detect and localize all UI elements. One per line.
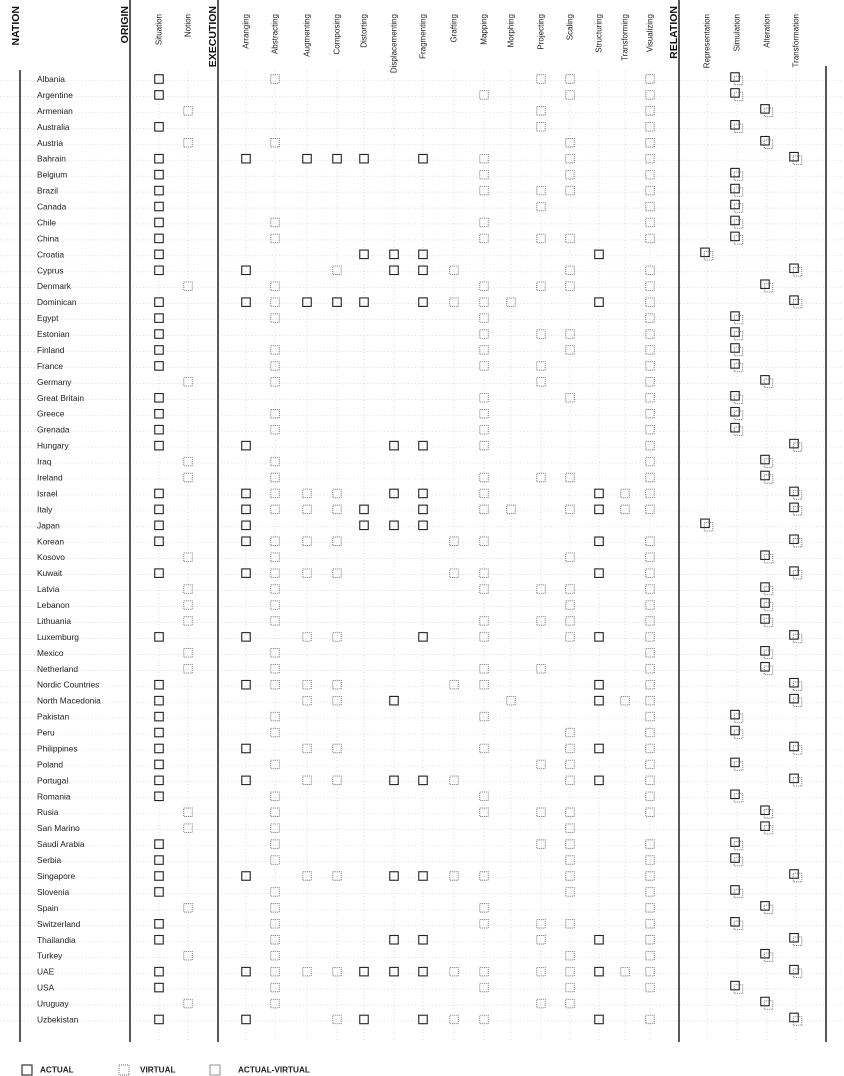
row-label-finland: Finland bbox=[37, 344, 65, 355]
row-label-japan: Japan bbox=[37, 520, 60, 531]
marker-korean-visualizing bbox=[646, 537, 655, 546]
marker-north-macedonia-visualizing bbox=[646, 696, 655, 705]
marker-slovenia-simulation bbox=[731, 886, 743, 898]
marker-north-macedonia-structuring bbox=[595, 696, 604, 705]
marker-grenada-mapping bbox=[480, 425, 489, 434]
marker-thailandia-displacementing bbox=[390, 936, 399, 945]
legend-label-actual-virtual: ACTUAL-VIRTUAL bbox=[238, 1065, 310, 1075]
marker-peru-situation bbox=[155, 728, 164, 737]
marker-romania-situation bbox=[155, 792, 164, 801]
group-label-execution: EXECUTION bbox=[207, 6, 219, 68]
marker-uruguay-scaling bbox=[566, 999, 575, 1008]
row-label-switzerland: Switzerland bbox=[37, 918, 81, 929]
marker-albania-projecting bbox=[537, 75, 546, 84]
marker-israel-fragmenting bbox=[419, 489, 428, 498]
row-label-spain: Spain bbox=[37, 902, 59, 913]
marker-israel-arranging bbox=[242, 489, 251, 498]
marker-belgium-scaling bbox=[566, 170, 575, 179]
marker-philippines-arranging bbox=[242, 744, 251, 753]
marker-albania-situation bbox=[155, 75, 164, 84]
marker-albania-visualizing bbox=[646, 75, 655, 84]
row-label-portugal: Portugal bbox=[37, 775, 69, 786]
row-label-san-marino: San Marino bbox=[37, 823, 80, 834]
marker-australia-simulation bbox=[731, 121, 743, 133]
row-label-china: China bbox=[37, 233, 59, 244]
row-label-peru: Peru bbox=[37, 727, 55, 738]
row-label-slovenia: Slovenia bbox=[37, 886, 70, 897]
row-label-chile: Chile bbox=[37, 217, 57, 228]
column-label-projecting: Projecting bbox=[536, 14, 546, 50]
row-label-netherland: Netherland bbox=[37, 663, 78, 674]
column-label-morphing: Morphing bbox=[506, 14, 516, 48]
row-label-pakistan: Pakistan bbox=[37, 711, 70, 722]
marker-romania-abstracting bbox=[271, 792, 280, 801]
row-label-croatia: Croatia bbox=[37, 249, 64, 260]
row-label-uae: UAE bbox=[37, 966, 55, 977]
row-label-lebanon: Lebanon bbox=[37, 600, 70, 611]
row-label-lithuania: Lithuania bbox=[37, 615, 71, 626]
marker-germany-notion bbox=[184, 378, 193, 387]
marker-saudi-arabia-visualizing bbox=[646, 840, 655, 849]
marker-korean-grafting bbox=[450, 537, 459, 546]
legend-label-actual: ACTUAL bbox=[40, 1065, 74, 1075]
cell-markers bbox=[155, 73, 802, 1025]
marker-north-macedonia-situation bbox=[155, 696, 164, 705]
marker-nordic-countries-situation bbox=[155, 680, 164, 689]
legend-item-virtual bbox=[119, 1065, 175, 1075]
column-label-structuring: Structuring bbox=[594, 14, 604, 53]
marker-chile-abstracting bbox=[271, 218, 280, 227]
marker-belgium-situation bbox=[155, 170, 164, 179]
marker-korean-structuring bbox=[595, 537, 604, 546]
marker-israel-transforming bbox=[621, 489, 630, 498]
marker-luxemburg-transformation bbox=[790, 631, 802, 643]
marker-denmark-notion bbox=[184, 282, 193, 291]
marker-thailandia-situation bbox=[155, 936, 164, 945]
marker-turkey-notion bbox=[184, 951, 193, 960]
marker-ireland-mapping bbox=[480, 473, 489, 482]
marker-slovenia-visualizing bbox=[646, 888, 655, 897]
column-label-situation: Situation bbox=[154, 14, 164, 46]
row-label-rusia: Rusia bbox=[37, 807, 59, 818]
legend-item-actual bbox=[22, 1065, 74, 1075]
marker-latvia-notion bbox=[184, 585, 193, 594]
column-label-notion: Notion bbox=[183, 14, 193, 38]
marker-albania-abstracting bbox=[271, 75, 280, 84]
row-label-australia: Australia bbox=[37, 121, 70, 132]
marker-peru-scaling bbox=[566, 728, 575, 737]
marker-philippines-scaling bbox=[566, 744, 575, 753]
marker-estonian-projecting bbox=[537, 330, 546, 339]
marker-israel-mapping bbox=[480, 489, 489, 498]
marker-denmark-projecting bbox=[537, 282, 546, 291]
column-label-visualizing: Visualizing bbox=[645, 14, 655, 53]
row-label-canada: Canada bbox=[37, 201, 67, 212]
marker-korean-abstracting bbox=[271, 537, 280, 546]
marker-romania-mapping bbox=[480, 792, 489, 801]
row-label-estonian: Estonian bbox=[37, 329, 70, 340]
marker-australia-situation bbox=[155, 123, 164, 132]
column-label-mapping: Mapping bbox=[479, 14, 489, 45]
marker-luxemburg-scaling bbox=[566, 633, 575, 642]
marker-china-scaling bbox=[566, 234, 575, 243]
marker-australia-visualizing bbox=[646, 123, 655, 132]
row-label-north-macedonia: North Macedonia bbox=[37, 695, 101, 706]
marker-north-macedonia-displacementing bbox=[390, 696, 399, 705]
row-label-argentine: Argentine bbox=[37, 89, 73, 100]
row-label-belgium: Belgium bbox=[37, 169, 68, 180]
marker-slovenia-abstracting bbox=[271, 888, 280, 897]
marker-thailandia-structuring bbox=[595, 936, 604, 945]
row-label-great-britain: Great Britain bbox=[37, 392, 85, 403]
marker-north-macedonia-composing bbox=[333, 696, 342, 705]
column-label-alteration: Alteration bbox=[762, 14, 772, 48]
marker-ireland-notion bbox=[184, 473, 193, 482]
row-label-latvia: Latvia bbox=[37, 584, 60, 595]
row-label-saudi-arabia: Saudi Arabia bbox=[37, 839, 85, 850]
group-label-relation: RELATION bbox=[668, 6, 680, 59]
marker-china-mapping bbox=[480, 234, 489, 243]
marker-thailandia-fragmenting bbox=[419, 936, 428, 945]
marker-chile-visualizing bbox=[646, 218, 655, 227]
row-label-cyprus: Cyprus bbox=[37, 265, 64, 276]
marker-philippines-situation bbox=[155, 744, 164, 753]
marker-uruguay-notion bbox=[184, 999, 193, 1008]
marker-israel-composing bbox=[333, 489, 342, 498]
marker-chile-situation bbox=[155, 218, 164, 227]
marker-grenada-simulation bbox=[731, 423, 743, 435]
marker-uruguay-abstracting bbox=[271, 999, 280, 1008]
row-labels bbox=[37, 74, 101, 1024]
marker-korean-composing bbox=[333, 537, 342, 546]
marker-israel-displacementing bbox=[390, 489, 399, 498]
row-label-mexico: Mexico bbox=[37, 647, 64, 658]
marker-nordic-countries-grafting bbox=[450, 680, 459, 689]
row-label-ireland: Ireland bbox=[37, 472, 63, 483]
marker-luxemburg-arranging bbox=[242, 633, 251, 642]
marker-china-visualizing bbox=[646, 234, 655, 243]
marker-nordic-countries-abstracting bbox=[271, 680, 280, 689]
legend-label-virtual: VIRTUAL bbox=[140, 1065, 176, 1075]
column-label-scaling: Scaling bbox=[565, 14, 575, 41]
row-label-iraq: Iraq bbox=[37, 456, 52, 467]
marker-israel-visualizing bbox=[646, 489, 655, 498]
column-label-composing: Composing bbox=[332, 14, 342, 55]
row-label-uruguay: Uruguay bbox=[37, 998, 69, 1009]
row-label-luxemburg: Luxemburg bbox=[37, 631, 79, 642]
marker-nordic-countries-arranging bbox=[242, 680, 251, 689]
marker-romania-visualizing bbox=[646, 792, 655, 801]
row-label-brazil: Brazil bbox=[37, 185, 58, 196]
marker-thailandia-projecting bbox=[537, 936, 546, 945]
marker-thailandia-transformation bbox=[790, 934, 802, 946]
row-label-egypt: Egypt bbox=[37, 313, 59, 324]
marker-slovenia-scaling bbox=[566, 888, 575, 897]
marker-luxemburg-situation bbox=[155, 633, 164, 642]
column-label-transformation: Transformation bbox=[791, 14, 801, 68]
column-label-arranging: Arranging bbox=[241, 14, 251, 49]
marker-luxemburg-visualizing bbox=[646, 633, 655, 642]
row-label-kuwait: Kuwait bbox=[37, 568, 63, 579]
legend-swatch-virtual bbox=[119, 1065, 129, 1075]
marker-saudi-arabia-abstracting bbox=[271, 840, 280, 849]
row-label-usa: USA bbox=[37, 982, 55, 993]
marker-turkey-visualizing bbox=[646, 951, 655, 960]
marker-nordic-countries-mapping bbox=[480, 680, 489, 689]
marker-peru-abstracting bbox=[271, 728, 280, 737]
marker-latvia-abstracting bbox=[271, 585, 280, 594]
row-label-romania: Romania bbox=[37, 791, 71, 802]
marker-grenada-abstracting bbox=[271, 425, 280, 434]
row-label-italy: Italy bbox=[37, 504, 53, 515]
marker-albania-scaling bbox=[566, 75, 575, 84]
legend-swatch-actual-virtual bbox=[210, 1065, 220, 1075]
marker-denmark-visualizing bbox=[646, 282, 655, 291]
marker-germany-alteration bbox=[761, 376, 773, 388]
marker-latvia-visualizing bbox=[646, 585, 655, 594]
row-label-germany: Germany bbox=[37, 376, 72, 387]
grid-lines bbox=[0, 70, 842, 1042]
marker-latvia-projecting bbox=[537, 585, 546, 594]
marker-germany-projecting bbox=[537, 378, 546, 387]
marker-israel-augmenting bbox=[303, 489, 312, 498]
row-label-grenada: Grenada bbox=[37, 424, 70, 435]
marker-denmark-mapping bbox=[480, 282, 489, 291]
marker-nordic-countries-visualizing bbox=[646, 680, 655, 689]
marker-israel-structuring bbox=[595, 489, 604, 498]
marker-korean-mapping bbox=[480, 537, 489, 546]
group-label-origin: ORIGIN bbox=[119, 6, 131, 44]
marker-philippines-mapping bbox=[480, 744, 489, 753]
legend-swatch-actual bbox=[22, 1065, 32, 1075]
marker-latvia-mapping bbox=[480, 585, 489, 594]
column-headers bbox=[10, 6, 801, 73]
marker-thailandia-abstracting bbox=[271, 936, 280, 945]
row-label-singapore: Singapore bbox=[37, 871, 76, 881]
column-label-transforming: Transforming bbox=[620, 14, 630, 61]
marker-ireland-scaling bbox=[566, 473, 575, 482]
marker-luxemburg-structuring bbox=[595, 633, 604, 642]
marker-china-situation bbox=[155, 234, 164, 243]
row-label-greece: Greece bbox=[37, 408, 65, 419]
marker-china-projecting bbox=[537, 234, 546, 243]
marker-korean-arranging bbox=[242, 537, 251, 546]
marker-turkey-abstracting bbox=[271, 951, 280, 960]
row-label-dominican: Dominican bbox=[37, 297, 77, 308]
marker-north-macedonia-morphing bbox=[507, 696, 516, 705]
marker-ireland-visualizing bbox=[646, 473, 655, 482]
legend bbox=[22, 1065, 310, 1075]
marker-saudi-arabia-scaling bbox=[566, 840, 575, 849]
row-label-nordic-countries: Nordic Countries bbox=[37, 679, 100, 690]
marker-luxemburg-fragmenting bbox=[419, 633, 428, 642]
column-label-displacementing: Displacementing bbox=[389, 14, 399, 74]
row-label-austria: Austria bbox=[37, 137, 64, 148]
marker-philippines-composing bbox=[333, 744, 342, 753]
marker-grenada-situation bbox=[155, 425, 164, 434]
column-label-fragmenting: Fragmenting bbox=[418, 14, 428, 59]
row-label-thailandia: Thailandia bbox=[37, 934, 76, 945]
marker-estonian-mapping bbox=[480, 330, 489, 339]
marker-belgium-mapping bbox=[480, 170, 489, 179]
marker-belgium-simulation bbox=[731, 168, 743, 180]
column-label-grafting: Grafting bbox=[449, 14, 459, 43]
marker-latvia-scaling bbox=[566, 585, 575, 594]
row-label-kosovo: Kosovo bbox=[37, 552, 65, 563]
marker-denmark-abstracting bbox=[271, 282, 280, 291]
marker-latvia-alteration bbox=[761, 583, 773, 595]
row-label-albania: Albania bbox=[37, 74, 65, 84]
marker-grenada-visualizing bbox=[646, 425, 655, 434]
marker-korean-augmenting bbox=[303, 537, 312, 546]
marker-belgium-visualizing bbox=[646, 170, 655, 179]
marker-ireland-abstracting bbox=[271, 473, 280, 482]
marker-ireland-projecting bbox=[537, 473, 546, 482]
marker-estonian-scaling bbox=[566, 330, 575, 339]
marker-turkey-scaling bbox=[566, 951, 575, 960]
marker-saudi-arabia-situation bbox=[155, 840, 164, 849]
marker-nordic-countries-transformation bbox=[790, 678, 802, 690]
marker-saudi-arabia-projecting bbox=[537, 840, 546, 849]
row-label-hungary: Hungary bbox=[37, 440, 69, 451]
marker-philippines-structuring bbox=[595, 744, 604, 753]
column-label-distorting: Distorting bbox=[359, 14, 369, 48]
row-label-france: France bbox=[37, 360, 64, 371]
marker-korean-situation bbox=[155, 537, 164, 546]
marker-germany-visualizing bbox=[646, 378, 655, 387]
marker-china-abstracting bbox=[271, 234, 280, 243]
row-label-korean: Korean bbox=[37, 536, 65, 547]
column-label-augmenting: Augmenting bbox=[302, 14, 312, 57]
row-label-uzbekistan: Uzbekistan bbox=[37, 1014, 79, 1025]
row-label-armenian: Armenian bbox=[37, 105, 73, 116]
marker-estonian-situation bbox=[155, 330, 164, 339]
marker-denmark-scaling bbox=[566, 282, 575, 291]
marker-saudi-arabia-simulation bbox=[731, 838, 743, 850]
marker-australia-projecting bbox=[537, 123, 546, 132]
marker-nordic-countries-augmenting bbox=[303, 680, 312, 689]
row-label-poland: Poland bbox=[37, 759, 64, 770]
marker-slovenia-situation bbox=[155, 888, 164, 897]
marker-estonian-visualizing bbox=[646, 330, 655, 339]
column-label-simulation: Simulation bbox=[732, 14, 742, 52]
marker-philippines-visualizing bbox=[646, 744, 655, 753]
row-label-israel: Israel bbox=[37, 488, 58, 499]
marker-luxemburg-composing bbox=[333, 633, 342, 642]
column-label-abstracting: Abstracting bbox=[270, 14, 280, 55]
marker-philippines-augmenting bbox=[303, 744, 312, 753]
marker-luxemburg-mapping bbox=[480, 633, 489, 642]
legend-item-actual-virtual bbox=[210, 1065, 310, 1075]
row-label-denmark: Denmark bbox=[37, 281, 71, 292]
row-label-bahrain: Bahrain bbox=[37, 153, 66, 164]
column-label-representation: Representation bbox=[702, 14, 712, 69]
marker-israel-situation bbox=[155, 489, 164, 498]
marker-chile-mapping bbox=[480, 218, 489, 227]
marker-nordic-countries-composing bbox=[333, 680, 342, 689]
marker-north-macedonia-transforming bbox=[621, 696, 630, 705]
marker-germany-abstracting bbox=[271, 378, 280, 387]
marker-uruguay-projecting bbox=[537, 999, 546, 1008]
marker-thailandia-visualizing bbox=[646, 936, 655, 945]
row-label-serbia: Serbia bbox=[37, 855, 62, 866]
row-label-turkey: Turkey bbox=[37, 950, 63, 961]
marker-peru-visualizing bbox=[646, 728, 655, 737]
group-label-nation: NATION bbox=[10, 6, 22, 46]
marker-nordic-countries-structuring bbox=[595, 680, 604, 689]
marker-israel-abstracting bbox=[271, 489, 280, 498]
row-label-philippines: Philippines bbox=[37, 743, 78, 754]
marker-north-macedonia-augmenting bbox=[303, 696, 312, 705]
marker-luxemburg-augmenting bbox=[303, 633, 312, 642]
